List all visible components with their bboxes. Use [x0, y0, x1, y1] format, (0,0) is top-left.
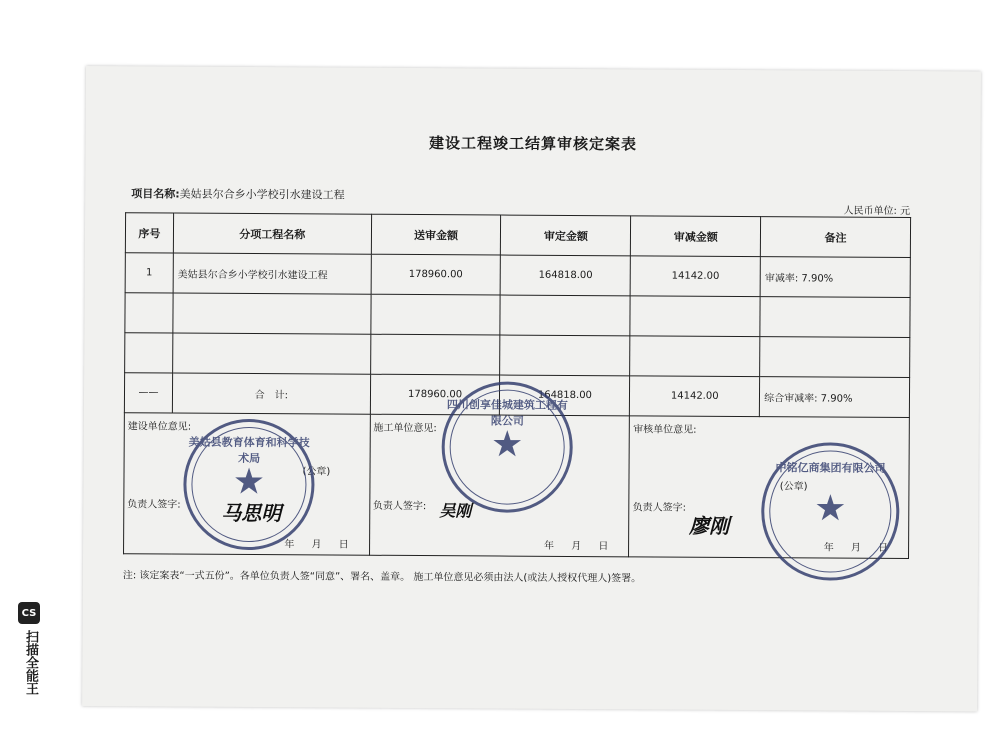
- col-header: 审定金额: [501, 215, 631, 256]
- auditor-signature: 廖刚: [689, 513, 730, 538]
- table-cell: 14142.00: [630, 376, 760, 417]
- star-icon: ★: [490, 423, 524, 466]
- contractor-signature: 吴刚: [439, 501, 472, 521]
- star-icon: ★: [232, 461, 266, 503]
- table-cell: 审减率: 7.90%: [760, 257, 910, 298]
- auditor-seal: [761, 442, 900, 581]
- contractor-date: 年 月 日: [544, 540, 609, 553]
- table-row: [125, 293, 910, 338]
- footnote: 注: 该定案表“一式五份”。各单位负责人签“同意”、署名、盖章。 施工单位意见必须由法人(或法人授权代理人)签署。: [122, 570, 642, 585]
- builder-sign-label: 负责人签字:: [127, 499, 181, 511]
- project-name: 美姑县尔合乡小学校引水建设工程: [179, 187, 345, 202]
- table-cell: [173, 293, 371, 334]
- table-cell: [125, 333, 173, 373]
- project-label: 项目名称:: [131, 187, 180, 201]
- col-header: 送审金额: [371, 214, 501, 255]
- project-line: [131, 185, 345, 202]
- document-title: 建设工程竣工结算审核定案表: [428, 134, 638, 154]
- auditor-date: 年 月 日: [823, 542, 889, 554]
- table-cell: [370, 294, 500, 335]
- table-cell: [370, 334, 500, 375]
- builder-opinion-label: 建设单位意见:: [127, 421, 192, 433]
- table-cell: [630, 296, 760, 337]
- contractor-seal-text: 四川创享佳城建筑工程有限公司: [446, 398, 568, 428]
- builder-signature: 马思明: [221, 500, 282, 526]
- star-icon: ★: [814, 488, 847, 530]
- table-row: [125, 253, 910, 298]
- col-header: 审减金额: [631, 216, 761, 257]
- table-cell: 14142.00: [630, 256, 760, 297]
- scanner-name: 扫描全能王: [23, 630, 38, 695]
- col-header: 备注: [761, 217, 911, 258]
- table-cell: 合 计:: [172, 373, 370, 414]
- table-row: [125, 333, 910, 378]
- col-header: 序号: [125, 213, 173, 253]
- builder-seal: [183, 419, 315, 551]
- table-header-row: [125, 213, 910, 258]
- contractor-opinion-label: 施工单位意见:: [373, 422, 437, 435]
- col-header: 分项工程名称: [173, 213, 371, 254]
- table-cell: 178960.00: [371, 254, 501, 295]
- table-cell: 164818.00: [500, 375, 630, 416]
- table-cell: 178960.00: [370, 374, 500, 415]
- builder-seal-note: (公章): [302, 466, 331, 478]
- table-cell: [173, 333, 371, 374]
- contractor-seal: [441, 381, 573, 513]
- auditor-sign-label: 负责人签字:: [632, 502, 687, 514]
- table-cell: [125, 293, 173, 333]
- auditor-opinion-label: 审核单位意见:: [633, 424, 697, 436]
- auditor-seal-text: 中铭亿商集团有限公司: [775, 461, 886, 475]
- table-cell: 美姑县尔合乡小学校引水建设工程: [173, 253, 371, 294]
- table-cell: [760, 337, 910, 378]
- scanner-watermark: [18, 602, 48, 695]
- scanned-document: [82, 66, 981, 711]
- auditor-seal-note: (公章): [779, 481, 808, 493]
- table-cell: [500, 335, 630, 376]
- table-cell: [500, 295, 630, 336]
- table-cell: [760, 297, 910, 338]
- camscanner-logo-icon: CS: [18, 602, 40, 624]
- table-cell: [630, 336, 760, 377]
- table-cell: 综合审减率: 7.90%: [760, 377, 910, 418]
- currency-unit: 人民币单位: 元: [843, 205, 911, 218]
- table-cell: ——: [124, 373, 172, 413]
- table-cell: 1: [125, 253, 173, 293]
- contractor-sign-label: 负责人签字:: [372, 500, 427, 513]
- builder-date: 年 月 日: [284, 539, 349, 551]
- table-cell: 164818.00: [501, 255, 631, 296]
- builder-seal-text: 美姑县教育体育和科学技术局: [188, 435, 310, 466]
